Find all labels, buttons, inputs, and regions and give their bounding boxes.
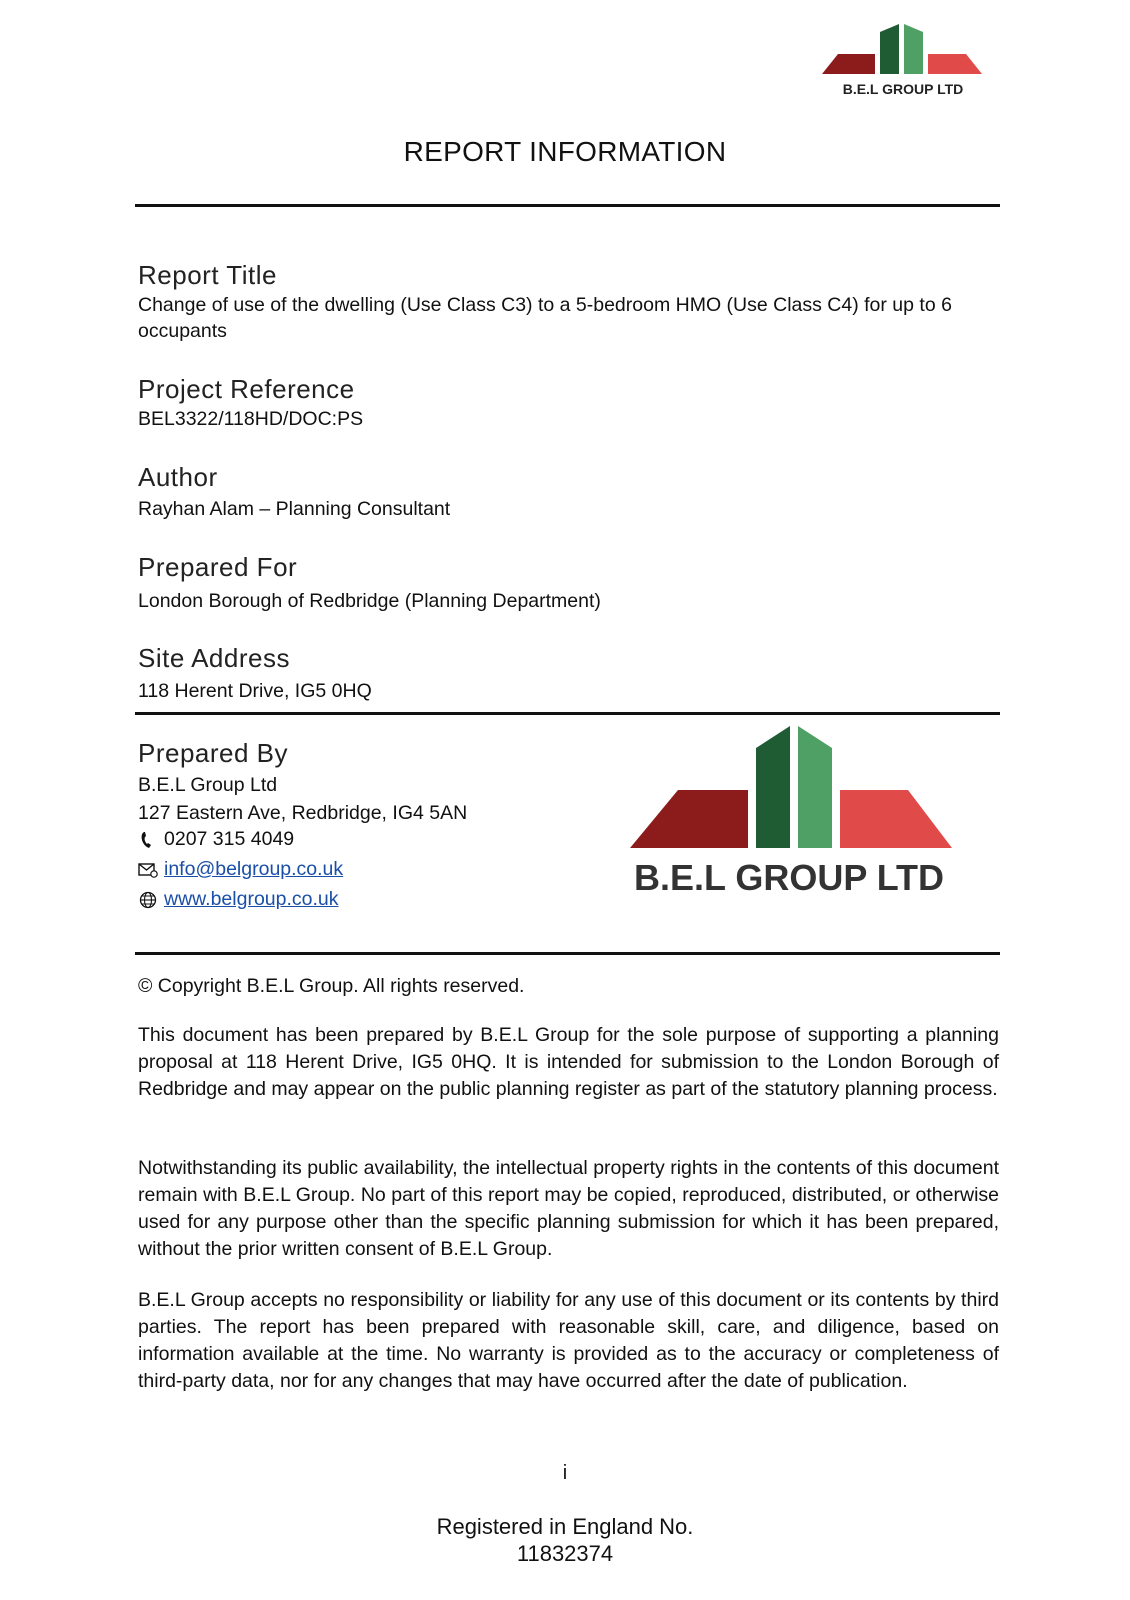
disclaimer-paragraph-2: Notwithstanding its public availability, the intellectual property rights in the contents of this document remain with B.E.L Group. No part of this report may be copied, reproduced, distributed, or otherwise used for any purpose other than the specific planning submission for which it has been prepared, without the prior written consent of B.E.L Group. (138, 1157, 999, 1260)
divider (135, 952, 1000, 955)
website-link[interactable]: www.belgroup.co.uk (164, 888, 339, 910)
company-name: B.E.L Group Ltd (138, 774, 278, 796)
site-address-label: Site Address (138, 643, 290, 673)
email-link[interactable]: info@belgroup.co.uk (164, 858, 344, 880)
page-number: i (562, 1462, 568, 1484)
phone-number: 0207 315 4049 (164, 828, 295, 850)
prepared-for-label: Prepared For (138, 552, 298, 582)
disclaimer-paragraph-1: This document has been prepared by B.E.L Group for the sole purpose of supporting a planning proposal at 118 Herent Drive, IG5 0HQ. It is intended for submission to the London Borough of Redbridge and may appear on the public planning register as part of the statutory planning process. (138, 1024, 999, 1100)
site-address-value: 118 Herent Drive, IG5 0HQ (138, 680, 372, 702)
report-title-value: Change of use of the dwelling (Use Class C3) to a 5-bedroom HMO (Use Class C4) for up to 6 occupants (138, 294, 952, 342)
company-logo (626, 722, 956, 922)
divider (135, 204, 1000, 207)
phone-icon (138, 830, 158, 850)
author-value: Rayhan Alam – Planning Consultant (138, 498, 451, 520)
registration-line-1: Registered in England No. (436, 1514, 694, 1539)
project-reference-value: BEL3322/118HD/DOC:PS (138, 408, 364, 430)
prepared-by-label: Prepared By (138, 738, 289, 768)
email-icon (138, 860, 158, 880)
globe-icon (138, 890, 158, 910)
email-row (138, 858, 343, 881)
registration-footer (0, 1513, 1130, 1567)
registration-number: 11832374 (516, 1541, 614, 1566)
report-title-label: Report Title (138, 260, 277, 290)
project-reference-label: Project Reference (138, 374, 355, 404)
author-label: Author (138, 462, 218, 492)
website-row (138, 888, 339, 911)
header-logo (820, 22, 992, 102)
prepared-for-value: London Borough of Redbridge (Planning Department) (138, 590, 601, 612)
logo-text: B.E.L GROUP LTD (633, 857, 945, 898)
company-address: 127 Eastern Ave, Redbridge, IG4 5AN (138, 802, 468, 824)
divider (135, 712, 1000, 715)
phone-row (138, 828, 294, 851)
copyright-notice: © Copyright B.E.L Group. All rights reserved. (138, 975, 525, 997)
disclaimer-paragraph-3: B.E.L Group accepts no responsibility or liability for any use of this document or its contents by third parties. The report has been prepared with reasonable skill, care, and diligence, based on information available at the time. No warranty is provided as to the accuracy or completeness of third-party data, nor for any changes that may have occurred after the date of publication. (138, 1289, 999, 1392)
logo-text: B.E.L GROUP LTD (842, 81, 964, 97)
page-title: REPORT INFORMATION (403, 136, 727, 167)
